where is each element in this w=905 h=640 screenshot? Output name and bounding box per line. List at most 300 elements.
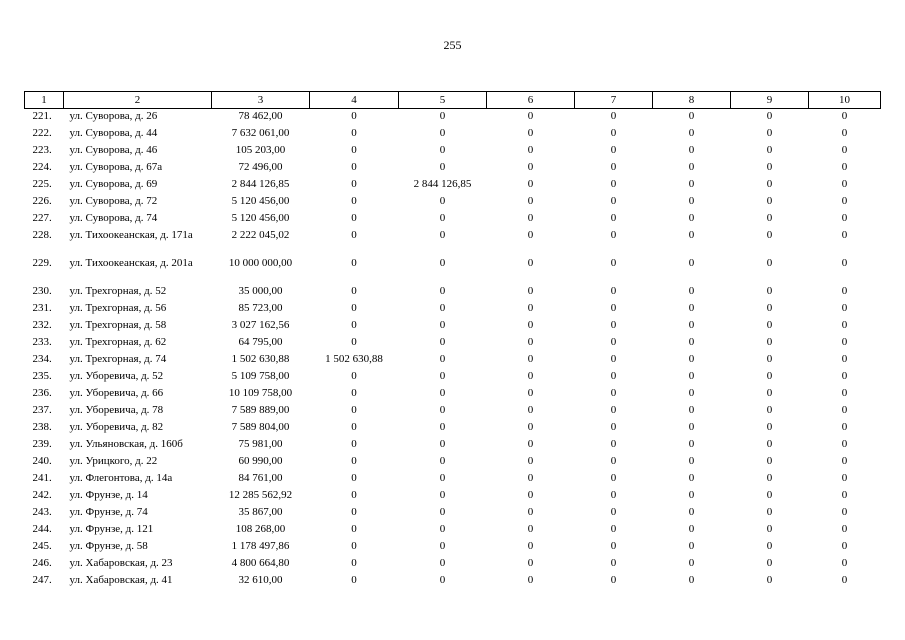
address-cell: ул. Суворова, д. 46 bbox=[69, 143, 158, 156]
address-cell: ул. Тихоокеанская, д. 201а bbox=[69, 256, 193, 269]
value-cell: 0 bbox=[841, 403, 848, 416]
value-cell: 0 bbox=[766, 110, 773, 122]
value-cell: 0 bbox=[841, 352, 848, 365]
value-cell: 0 bbox=[766, 505, 773, 518]
value-cell: 0 bbox=[688, 386, 695, 399]
table-row bbox=[25, 488, 881, 505]
value-cell: 0 bbox=[688, 505, 695, 518]
value-cell: 0 bbox=[688, 211, 695, 224]
row-number: 222. bbox=[32, 126, 52, 139]
value-cell: 0 bbox=[766, 228, 773, 241]
row-number: 228. bbox=[32, 228, 52, 241]
value-cell: 0 bbox=[527, 110, 534, 122]
row-number: 229. bbox=[32, 256, 52, 269]
value-cell: 0 bbox=[610, 556, 617, 569]
value-cell: 0 bbox=[610, 352, 617, 365]
value-cell: 0 bbox=[351, 256, 357, 269]
address-cell: ул. Трехгорная, д. 52 bbox=[69, 284, 167, 297]
value-cell: 0 bbox=[766, 573, 773, 586]
value-cell: 0 bbox=[688, 256, 695, 269]
value-cell: 10 109 758,00 bbox=[228, 386, 293, 399]
value-cell: 0 bbox=[610, 437, 617, 450]
budget-table bbox=[24, 91, 881, 590]
value-cell: 0 bbox=[439, 194, 446, 207]
value-cell: 0 bbox=[351, 126, 357, 139]
value-cell: 0 bbox=[766, 386, 773, 399]
value-cell: 0 bbox=[351, 505, 357, 518]
value-cell: 0 bbox=[439, 488, 446, 501]
row-number: 235. bbox=[32, 369, 52, 382]
value-cell: 0 bbox=[841, 471, 848, 484]
value-cell: 0 bbox=[841, 228, 848, 241]
row-number: 244. bbox=[32, 522, 52, 535]
value-cell: 0 bbox=[688, 177, 695, 190]
table-row bbox=[25, 420, 881, 437]
value-cell: 0 bbox=[527, 437, 534, 450]
value-cell: 0 bbox=[527, 573, 534, 586]
value-cell: 0 bbox=[688, 194, 695, 207]
address-cell: ул. Флегонтова, д. 14а bbox=[69, 471, 173, 484]
value-cell: 0 bbox=[841, 522, 848, 535]
value-cell: 0 bbox=[766, 369, 773, 382]
value-cell: 78 462,00 bbox=[238, 110, 283, 122]
value-cell: 0 bbox=[688, 284, 695, 297]
value-cell: 0 bbox=[841, 143, 848, 156]
address-cell: ул. Фрунзе, д. 14 bbox=[69, 488, 148, 501]
value-cell: 0 bbox=[688, 573, 695, 586]
value-cell: 10 000 000,00 bbox=[228, 256, 293, 269]
value-cell: 0 bbox=[766, 160, 773, 173]
value-cell: 0 bbox=[841, 505, 848, 518]
value-cell: 7 589 804,00 bbox=[231, 420, 290, 433]
value-cell: 0 bbox=[527, 211, 534, 224]
value-cell: 0 bbox=[439, 573, 446, 586]
table-row bbox=[25, 539, 881, 556]
address-cell: ул. Суворова, д. 72 bbox=[69, 194, 158, 207]
value-cell: 0 bbox=[610, 420, 617, 433]
value-cell: 0 bbox=[527, 352, 534, 365]
value-cell: 0 bbox=[610, 505, 617, 518]
value-cell: 0 bbox=[439, 539, 446, 552]
address-cell: ул. Тихоокеанская, д. 171а bbox=[69, 228, 193, 241]
value-cell: 0 bbox=[351, 471, 357, 484]
value-cell: 0 bbox=[688, 301, 695, 314]
row-number: 239. bbox=[32, 437, 52, 450]
value-cell: 7 632 061,00 bbox=[231, 126, 290, 139]
value-cell: 0 bbox=[688, 522, 695, 535]
value-cell: 0 bbox=[766, 403, 773, 416]
value-cell: 0 bbox=[527, 386, 534, 399]
value-cell: 0 bbox=[766, 143, 773, 156]
value-cell: 0 bbox=[766, 335, 773, 348]
address-cell: ул. Суворова, д. 26 bbox=[69, 110, 158, 122]
value-cell: 0 bbox=[351, 318, 357, 331]
value-cell: 0 bbox=[527, 126, 534, 139]
column-header: 9 bbox=[731, 92, 809, 109]
value-cell: 0 bbox=[766, 352, 773, 365]
value-cell: 0 bbox=[439, 335, 446, 348]
value-cell: 0 bbox=[351, 211, 357, 224]
value-cell: 0 bbox=[688, 110, 695, 122]
value-cell: 0 bbox=[841, 386, 848, 399]
value-cell: 0 bbox=[841, 211, 848, 224]
table-row bbox=[25, 454, 881, 471]
row-number: 226. bbox=[32, 194, 52, 207]
value-cell: 0 bbox=[688, 403, 695, 416]
column-header: 3 bbox=[212, 92, 310, 109]
value-cell: 0 bbox=[766, 454, 773, 467]
address-cell: ул. Фрунзе, д. 121 bbox=[69, 522, 154, 535]
table-row bbox=[25, 126, 881, 143]
row-number: 238. bbox=[32, 420, 52, 433]
table-row bbox=[25, 352, 881, 369]
value-cell: 0 bbox=[766, 126, 773, 139]
table-row bbox=[25, 228, 881, 256]
value-cell: 0 bbox=[351, 301, 357, 314]
value-cell: 0 bbox=[351, 522, 357, 535]
value-cell: 1 178 497,86 bbox=[231, 539, 290, 552]
value-cell: 0 bbox=[610, 211, 617, 224]
value-cell: 64 795,00 bbox=[238, 335, 283, 348]
value-cell: 7 589 889,00 bbox=[231, 403, 290, 416]
value-cell: 0 bbox=[688, 318, 695, 331]
address-cell: ул. Суворова, д. 44 bbox=[69, 126, 158, 139]
value-cell: 0 bbox=[610, 488, 617, 501]
value-cell: 0 bbox=[527, 539, 534, 552]
row-number: 236. bbox=[32, 386, 52, 399]
value-cell: 75 981,00 bbox=[238, 437, 283, 450]
row-number: 227. bbox=[32, 211, 52, 224]
value-cell: 35 000,00 bbox=[238, 284, 283, 297]
value-cell: 108 268,00 bbox=[235, 522, 286, 535]
value-cell: 0 bbox=[527, 256, 534, 269]
table-row bbox=[25, 386, 881, 403]
address-cell: ул. Трехгорная, д. 74 bbox=[69, 352, 167, 365]
table-body bbox=[25, 109, 881, 590]
value-cell: 0 bbox=[610, 539, 617, 552]
value-cell: 0 bbox=[439, 160, 446, 173]
value-cell: 0 bbox=[841, 454, 848, 467]
value-cell: 0 bbox=[688, 143, 695, 156]
value-cell: 1 502 630,88 bbox=[231, 352, 290, 365]
value-cell: 0 bbox=[688, 556, 695, 569]
value-cell: 0 bbox=[610, 318, 617, 331]
row-number: 247. bbox=[32, 573, 52, 586]
value-cell: 0 bbox=[688, 539, 695, 552]
value-cell: 0 bbox=[610, 126, 617, 139]
column-header: 5 bbox=[399, 92, 487, 109]
value-cell: 0 bbox=[439, 505, 446, 518]
table-row bbox=[25, 211, 881, 228]
value-cell: 0 bbox=[439, 143, 446, 156]
table-row bbox=[25, 403, 881, 420]
table-row bbox=[25, 160, 881, 177]
value-cell: 0 bbox=[841, 488, 848, 501]
row-number: 242. bbox=[32, 488, 52, 501]
value-cell: 0 bbox=[610, 369, 617, 382]
column-header: 1 bbox=[25, 92, 64, 109]
value-cell: 32 610,00 bbox=[238, 573, 283, 586]
address-cell: ул. Урицкого, д. 22 bbox=[69, 454, 158, 467]
value-cell: 0 bbox=[439, 110, 446, 122]
value-cell: 0 bbox=[610, 194, 617, 207]
address-cell: ул. Трехгорная, д. 62 bbox=[69, 335, 167, 348]
address-cell: ул. Суворова, д. 67а bbox=[69, 160, 163, 173]
value-cell: 0 bbox=[610, 522, 617, 535]
value-cell: 0 bbox=[527, 471, 534, 484]
value-cell: 5 120 456,00 bbox=[231, 194, 290, 207]
value-cell: 0 bbox=[841, 256, 848, 269]
value-cell: 0 bbox=[610, 471, 617, 484]
value-cell: 5 120 456,00 bbox=[231, 211, 290, 224]
table-row bbox=[25, 177, 881, 194]
value-cell: 0 bbox=[527, 228, 534, 241]
value-cell: 0 bbox=[841, 556, 848, 569]
value-cell: 0 bbox=[351, 177, 357, 190]
column-header: 8 bbox=[653, 92, 731, 109]
table-row bbox=[25, 194, 881, 211]
value-cell: 0 bbox=[439, 126, 446, 139]
value-cell: 0 bbox=[439, 420, 446, 433]
value-cell: 0 bbox=[766, 437, 773, 450]
value-cell: 0 bbox=[688, 160, 695, 173]
value-cell: 0 bbox=[766, 318, 773, 331]
address-cell: ул. Трехгорная, д. 58 bbox=[69, 318, 167, 331]
header-row bbox=[25, 92, 881, 109]
value-cell: 0 bbox=[766, 420, 773, 433]
value-cell: 60 990,00 bbox=[238, 454, 283, 467]
row-number: 246. bbox=[32, 556, 52, 569]
column-header: 10 bbox=[809, 92, 881, 109]
value-cell: 0 bbox=[841, 539, 848, 552]
value-cell: 0 bbox=[439, 454, 446, 467]
value-cell: 0 bbox=[766, 556, 773, 569]
value-cell: 0 bbox=[351, 386, 357, 399]
column-header: 4 bbox=[310, 92, 399, 109]
value-cell: 0 bbox=[688, 420, 695, 433]
row-number: 232. bbox=[32, 318, 52, 331]
value-cell: 0 bbox=[439, 284, 446, 297]
row-number: 237. bbox=[32, 403, 52, 416]
value-cell: 0 bbox=[610, 573, 617, 586]
value-cell: 0 bbox=[439, 228, 446, 241]
value-cell: 0 bbox=[527, 488, 534, 501]
row-number: 233. bbox=[32, 335, 52, 348]
value-cell: 0 bbox=[610, 454, 617, 467]
value-cell: 0 bbox=[527, 505, 534, 518]
value-cell: 0 bbox=[439, 556, 446, 569]
table-row bbox=[25, 284, 881, 301]
value-cell: 0 bbox=[351, 488, 357, 501]
row-number: 243. bbox=[32, 505, 52, 518]
value-cell: 0 bbox=[610, 160, 617, 173]
value-cell: 0 bbox=[439, 301, 446, 314]
value-cell: 0 bbox=[351, 420, 357, 433]
row-number: 231. bbox=[32, 301, 52, 314]
value-cell: 0 bbox=[610, 301, 617, 314]
row-number: 225. bbox=[32, 177, 52, 190]
value-cell: 0 bbox=[766, 256, 773, 269]
address-cell: ул. Уборевича, д. 66 bbox=[69, 386, 164, 399]
value-cell: 0 bbox=[527, 318, 534, 331]
value-cell: 0 bbox=[766, 522, 773, 535]
value-cell: 0 bbox=[841, 160, 848, 173]
value-cell: 0 bbox=[841, 318, 848, 331]
value-cell: 0 bbox=[527, 177, 534, 190]
table-row bbox=[25, 335, 881, 352]
value-cell: 0 bbox=[610, 110, 617, 122]
value-cell: 72 496,00 bbox=[238, 160, 283, 173]
value-cell: 0 bbox=[688, 126, 695, 139]
row-number: 245. bbox=[32, 539, 52, 552]
value-cell: 3 027 162,56 bbox=[231, 318, 290, 331]
table-row bbox=[25, 471, 881, 488]
value-cell: 0 bbox=[527, 160, 534, 173]
row-number: 234. bbox=[32, 352, 52, 365]
value-cell: 0 bbox=[439, 437, 446, 450]
value-cell: 0 bbox=[841, 177, 848, 190]
row-number: 241. bbox=[32, 471, 52, 484]
value-cell: 0 bbox=[841, 301, 848, 314]
value-cell: 0 bbox=[688, 488, 695, 501]
value-cell: 0 bbox=[841, 369, 848, 382]
row-number: 221. bbox=[32, 110, 52, 122]
value-cell: 0 bbox=[351, 194, 357, 207]
value-cell: 0 bbox=[688, 454, 695, 467]
value-cell: 105 203,00 bbox=[235, 143, 286, 156]
value-cell: 5 109 758,00 bbox=[231, 369, 290, 382]
value-cell: 0 bbox=[439, 318, 446, 331]
row-number: 224. bbox=[32, 160, 52, 173]
column-header: 6 bbox=[487, 92, 575, 109]
value-cell: 0 bbox=[841, 420, 848, 433]
value-cell: 0 bbox=[439, 256, 446, 269]
value-cell: 0 bbox=[527, 454, 534, 467]
table-row bbox=[25, 109, 881, 126]
column-header: 7 bbox=[575, 92, 653, 109]
value-cell: 0 bbox=[527, 301, 534, 314]
address-cell: ул. Суворова, д. 74 bbox=[69, 211, 158, 224]
value-cell: 0 bbox=[351, 228, 357, 241]
value-cell: 0 bbox=[351, 437, 357, 450]
value-cell: 0 bbox=[351, 403, 357, 416]
value-cell: 2 844 126,85 bbox=[413, 177, 472, 190]
value-cell: 0 bbox=[841, 437, 848, 450]
row-number: 240. bbox=[32, 454, 52, 467]
value-cell: 0 bbox=[351, 143, 357, 156]
value-cell: 85 723,00 bbox=[238, 301, 283, 314]
table-row bbox=[25, 437, 881, 454]
value-cell: 0 bbox=[841, 284, 848, 297]
value-cell: 0 bbox=[527, 369, 534, 382]
value-cell: 0 bbox=[610, 256, 617, 269]
table-row bbox=[25, 505, 881, 522]
value-cell: 0 bbox=[688, 335, 695, 348]
value-cell: 0 bbox=[841, 126, 848, 139]
address-cell: ул. Трехгорная, д. 56 bbox=[69, 301, 167, 314]
address-cell: ул. Ульяновская, д. 160б bbox=[69, 437, 183, 450]
value-cell: 0 bbox=[527, 194, 534, 207]
row-number: 230. bbox=[32, 284, 52, 297]
value-cell: 0 bbox=[688, 437, 695, 450]
value-cell: 0 bbox=[766, 284, 773, 297]
value-cell: 0 bbox=[527, 284, 534, 297]
value-cell: 0 bbox=[439, 403, 446, 416]
value-cell: 1 502 630,88 bbox=[325, 352, 383, 365]
value-cell: 0 bbox=[766, 211, 773, 224]
table-row bbox=[25, 301, 881, 318]
value-cell: 0 bbox=[351, 539, 357, 552]
address-cell: ул. Фрунзе, д. 58 bbox=[69, 539, 148, 552]
value-cell: 0 bbox=[439, 471, 446, 484]
value-cell: 0 bbox=[439, 386, 446, 399]
value-cell: 0 bbox=[439, 211, 446, 224]
value-cell: 0 bbox=[610, 386, 617, 399]
value-cell: 0 bbox=[610, 177, 617, 190]
value-cell: 0 bbox=[766, 177, 773, 190]
value-cell: 0 bbox=[527, 335, 534, 348]
address-cell: ул. Хабаровская, д. 41 bbox=[69, 573, 173, 586]
address-cell: ул. Фрунзе, д. 74 bbox=[69, 505, 148, 518]
value-cell: 0 bbox=[688, 471, 695, 484]
value-cell: 0 bbox=[527, 143, 534, 156]
row-number: 223. bbox=[32, 143, 52, 156]
address-cell: ул. Хабаровская, д. 23 bbox=[69, 556, 173, 569]
value-cell: 0 bbox=[527, 556, 534, 569]
value-cell: 0 bbox=[841, 335, 848, 348]
address-cell: ул. Суворова, д. 69 bbox=[69, 177, 158, 190]
value-cell: 0 bbox=[439, 369, 446, 382]
value-cell: 0 bbox=[610, 143, 617, 156]
page-number: 255 bbox=[443, 38, 462, 52]
table-row bbox=[25, 573, 881, 590]
value-cell: 0 bbox=[439, 522, 446, 535]
value-cell: 0 bbox=[766, 471, 773, 484]
address-cell: ул. Уборевича, д. 82 bbox=[69, 420, 164, 433]
value-cell: 0 bbox=[766, 539, 773, 552]
table-row bbox=[25, 318, 881, 335]
value-cell: 0 bbox=[610, 228, 617, 241]
value-cell: 0 bbox=[527, 420, 534, 433]
value-cell: 0 bbox=[351, 284, 357, 297]
value-cell: 0 bbox=[351, 160, 357, 173]
value-cell: 0 bbox=[841, 573, 848, 586]
value-cell: 0 bbox=[351, 369, 357, 382]
value-cell: 0 bbox=[527, 403, 534, 416]
value-cell: 4 800 664,80 bbox=[231, 556, 290, 569]
value-cell: 0 bbox=[766, 488, 773, 501]
value-cell: 0 bbox=[351, 573, 357, 586]
value-cell: 0 bbox=[688, 228, 695, 241]
value-cell: 0 bbox=[688, 369, 695, 382]
address-cell: ул. Уборевича, д. 78 bbox=[69, 403, 164, 416]
value-cell: 2 222 045,02 bbox=[231, 228, 290, 241]
value-cell: 0 bbox=[610, 335, 617, 348]
table-row bbox=[25, 369, 881, 386]
value-cell: 0 bbox=[439, 352, 446, 365]
value-cell: 0 bbox=[688, 352, 695, 365]
table-row bbox=[25, 143, 881, 160]
value-cell: 0 bbox=[351, 556, 357, 569]
value-cell: 0 bbox=[351, 110, 357, 122]
value-cell: 12 285 562,92 bbox=[228, 488, 293, 501]
address-cell: ул. Уборевича, д. 52 bbox=[69, 369, 164, 382]
value-cell: 35 867,00 bbox=[238, 505, 283, 518]
value-cell: 0 bbox=[766, 194, 773, 207]
value-cell: 0 bbox=[351, 454, 357, 467]
table-row bbox=[25, 522, 881, 539]
value-cell: 0 bbox=[610, 403, 617, 416]
